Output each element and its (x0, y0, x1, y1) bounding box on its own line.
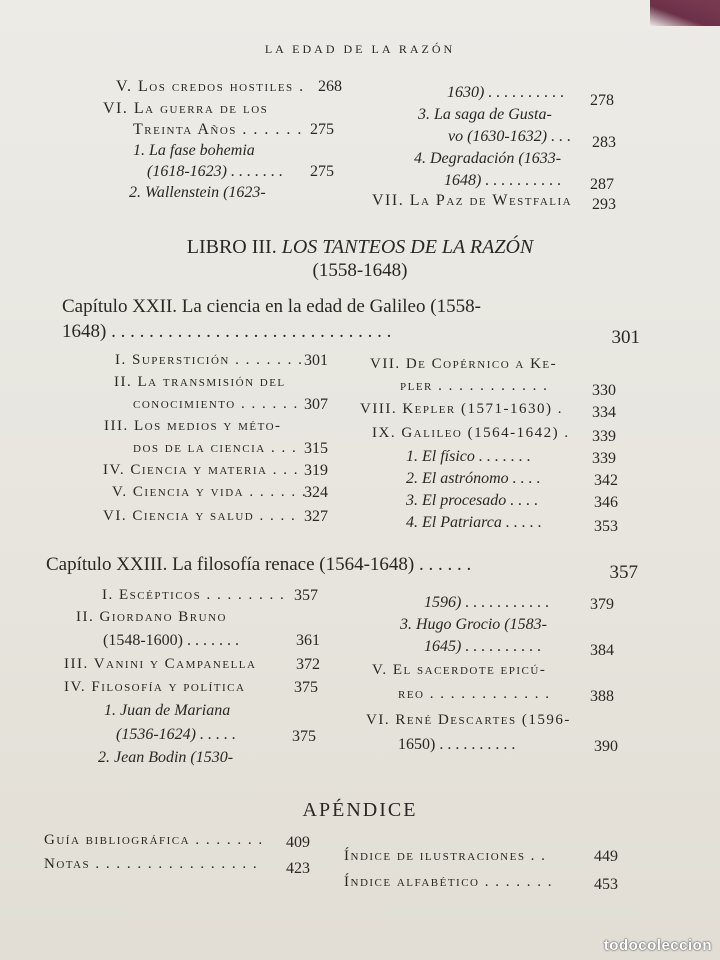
toc-entry: II. La transmisión del (114, 374, 286, 390)
toc-page-number: 372 (296, 656, 320, 673)
toc-entry: Guía bibliográfica . . . . . . . (44, 832, 264, 848)
chapter-22-heading: Capítulo XXII. La ciencia en la edad de Galileo (1558- (62, 296, 481, 317)
toc-entry: pler . . . . . . . . . . . (400, 378, 549, 394)
toc-entry: VIII. Kepler (1571-1630) . (360, 401, 563, 417)
toc-page-number: 375 (292, 728, 316, 745)
book-part-dates: (1558-1648) (312, 260, 408, 281)
toc-entry: 1596) . . . . . . . . . . . (424, 594, 550, 611)
toc-entry: VII. La Paz de Westfalia (372, 192, 573, 209)
chapter-23-heading: Capítulo XXIII. La filosofía renace (1564-1648) . . . . . . (46, 554, 472, 575)
toc-page-number: 339 (592, 428, 616, 445)
toc-page-number: 353 (594, 518, 618, 535)
toc-entry: 1. Juan de Mariana (104, 702, 231, 719)
toc-page-number: 330 (592, 382, 616, 399)
toc-entry: 4. El Patriarca . . . . . (406, 514, 542, 531)
toc-page-number: 307 (304, 396, 328, 413)
toc-page-number: 275 (310, 121, 334, 138)
toc-entry: 1645) . . . . . . . . . . (424, 638, 542, 655)
book-part-title: LOS TANTEOS DE LA RAZÓN (281, 236, 534, 258)
toc-page-number: 268 (318, 78, 342, 95)
toc-entry: Índice alfabético . . . . . . . (344, 874, 553, 890)
toc-page-number: 342 (594, 472, 618, 489)
toc-page-number: 283 (592, 134, 616, 151)
toc-page-number: 346 (594, 494, 618, 511)
toc-entry: 2. Jean Bodin (1530- (98, 749, 234, 766)
toc-page-number: 315 (304, 440, 328, 457)
toc-entry: Índice de ilustraciones . . (344, 848, 547, 864)
toc-entry: dos de la ciencia . . . (133, 440, 298, 456)
toc-entry: 4. Degradación (1633- (414, 150, 562, 167)
toc-entry: 3. La saga de Gusta- (418, 106, 552, 123)
toc-page-number: 375 (294, 679, 318, 696)
toc-entry: VI. La guerra de los (103, 100, 269, 117)
toc-entry: 1. La fase bohemia (133, 142, 255, 159)
toc-page-number: 388 (590, 688, 614, 705)
toc-page-number: 361 (296, 632, 320, 649)
toc-page-number: 449 (594, 848, 618, 865)
toc-entry: 3. Hugo Grocio (1583- (400, 616, 547, 633)
toc-entry: (1536-1624) . . . . . (116, 726, 236, 743)
toc-entry: Treinta Años . . . . . . (133, 121, 303, 138)
toc-entry: 1630) . . . . . . . . . . (447, 84, 565, 101)
toc-entry: (1548-1600) . . . . . . . (103, 632, 239, 649)
book-part-number: LIBRO III. (186, 236, 277, 258)
toc-entry: 2. El astrónomo . . . . (406, 470, 541, 487)
page-corner-binding (650, 0, 720, 26)
toc-entry: IV. Filosofía y política (64, 679, 246, 695)
toc-page-number: 287 (590, 176, 614, 193)
toc-entry: IX. Galileo (1564-1642) . (372, 425, 570, 441)
toc-page-number: 327 (304, 508, 328, 525)
toc-entry: 1650) . . . . . . . . . . (398, 736, 516, 753)
toc-entry: conocimiento . . . . . . (133, 396, 299, 412)
toc-page-number: 379 (590, 596, 614, 613)
toc-entry: 1. El físico . . . . . . . (406, 448, 531, 465)
toc-page-number: 334 (592, 404, 616, 421)
toc-entry: Notas . . . . . . . . . . . . . . . . (44, 856, 259, 872)
toc-entry: 3. El procesado . . . . (406, 492, 539, 509)
toc-page-number: 423 (286, 860, 310, 877)
chapter-23-page: 357 (609, 562, 638, 583)
toc-page-number: 453 (594, 876, 618, 893)
toc-page-number: 390 (594, 738, 618, 755)
appendix-heading: APÉNDICE (302, 799, 418, 821)
toc-entry: V. El sacerdote epicú- (372, 662, 547, 678)
toc-page-number: 409 (286, 834, 310, 851)
toc-page-number: 324 (304, 484, 328, 501)
toc-entry: 1648) . . . . . . . . . . (444, 172, 562, 189)
toc-page-number: 293 (592, 196, 616, 213)
toc-entry: VI. Ciencia y salud . . . . (103, 508, 297, 524)
toc-page-number: 301 (304, 352, 328, 369)
toc-entry: V. Los credos hostiles . (116, 78, 305, 95)
toc-entry: V. Ciencia y vida . . . . . . (112, 484, 308, 500)
toc-entry: I. Superstición . . . . . . . (115, 352, 304, 368)
toc-entry: II. Giordano Bruno (76, 609, 227, 625)
chapter-22-heading-cont: 1648) . . . . . . . . . . . . . . . . . . . . . . . . . . . . . . (62, 321, 392, 342)
toc-page-number: 275 (310, 163, 334, 180)
toc-entry: IV. Ciencia y materia . . . (103, 462, 300, 478)
toc-entry: VII. De Copérnico a Ke- (370, 356, 558, 372)
toc-entry: III. Vanini y Campanella (64, 656, 257, 672)
toc-entry: III. Los medios y méto- (104, 418, 282, 434)
toc-page-number: 278 (590, 92, 614, 109)
toc-page-number: 357 (294, 587, 318, 604)
book-part-heading (0, 236, 720, 259)
toc-entry: (1618-1623) . . . . . . . (147, 163, 283, 180)
toc-entry: VI. René Descartes (1596- (366, 712, 571, 728)
watermark: todocoleccion (603, 937, 712, 954)
toc-page-number: 339 (592, 450, 616, 467)
toc-page-number: 384 (590, 642, 614, 659)
toc-entry: vo (1630-1632) . . . (448, 128, 572, 145)
chapter-22-page: 301 (611, 327, 640, 348)
toc-entry: 2. Wallenstein (1623- (129, 184, 266, 201)
toc-entry: reo . . . . . . . . . . . . (398, 686, 551, 702)
running-head: LA EDAD DE LA RAZÓN (264, 42, 456, 56)
toc-entry: I. Escépticos . . . . . . . . (102, 587, 286, 603)
toc-page-number: 319 (304, 462, 328, 479)
